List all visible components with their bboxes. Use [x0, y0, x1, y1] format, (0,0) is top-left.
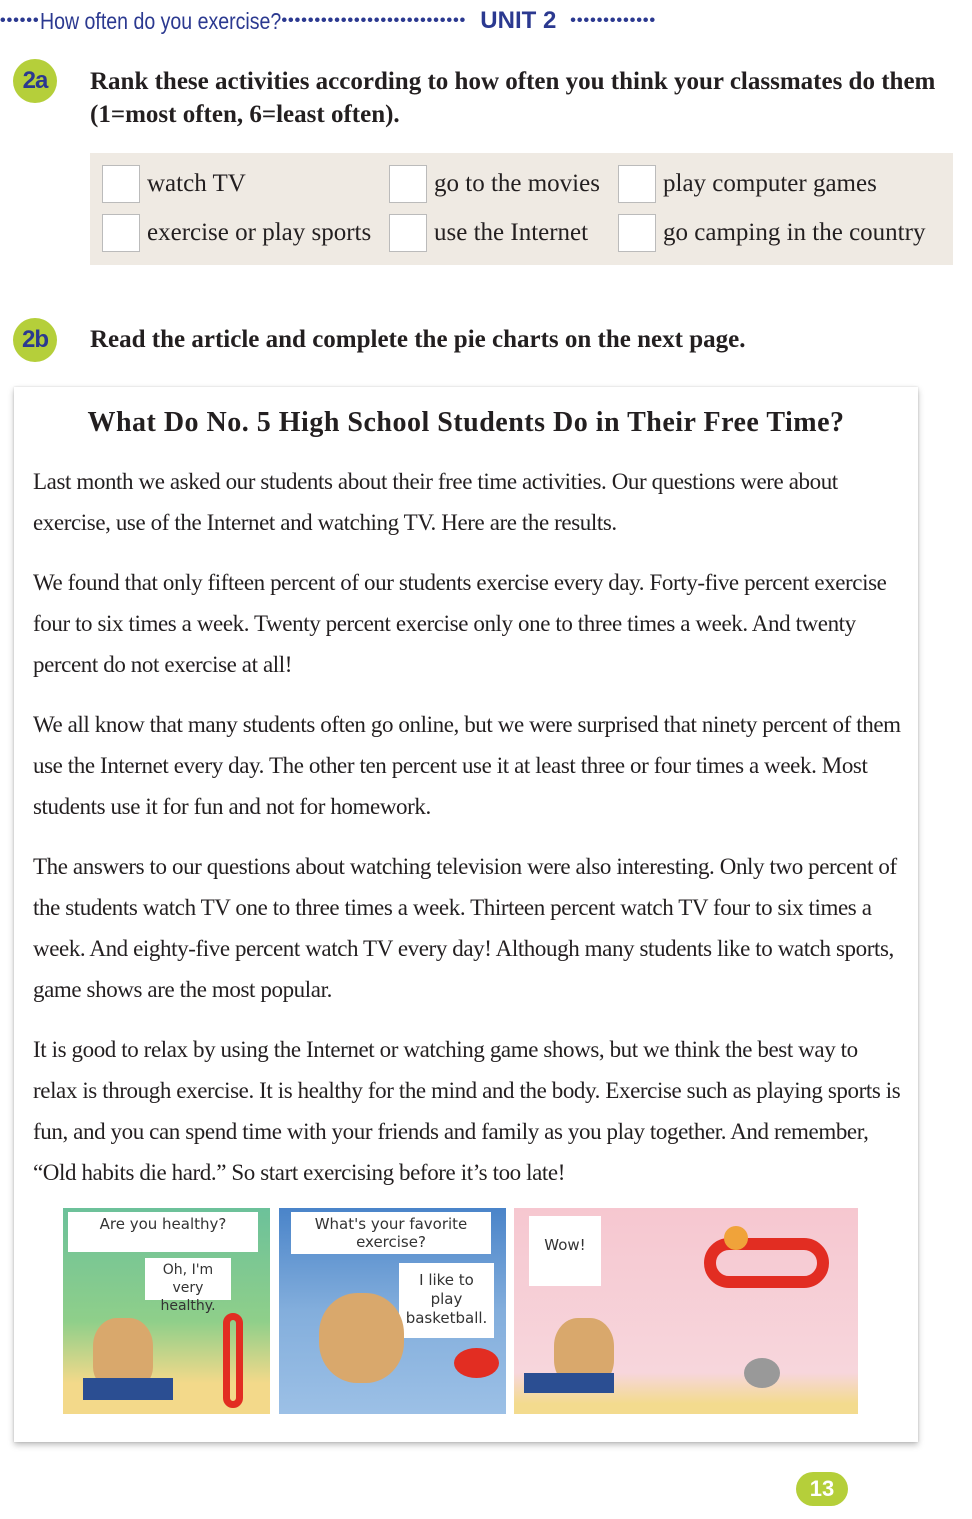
comic-panel-1: [63, 1208, 270, 1414]
instruction-2b: Read the article and complete the pie charts on the next page.: [90, 326, 746, 353]
speech-bubble: Oh, I'm very healthy.: [145, 1258, 231, 1300]
speech-bubble: Are you healthy?: [68, 1212, 258, 1252]
dot-rule: ••••••••••••••••••••••••••••: [281, 12, 467, 29]
instruction-2a: Rank these activities according to how often you think your classmates do them (1=most often, 6=least often).: [90, 68, 936, 128]
paragraph: Last month we asked our students about their free time activities. Our questions were about exercise, use of the Internet and watching TV. Here are the results.: [33, 469, 838, 535]
treadmill-illustration: [524, 1373, 614, 1393]
rank-input[interactable]: [618, 214, 656, 252]
page-header: [0, 4, 972, 38]
basketball-illustration: [724, 1226, 748, 1250]
rank-input[interactable]: [389, 165, 427, 203]
exercise-badge-2a: 2a: [13, 59, 57, 103]
rank-input[interactable]: [102, 165, 140, 203]
rank-item: go camping in the country: [618, 214, 925, 252]
speech-bubble: Wow!: [529, 1216, 601, 1286]
paragraph: We all know that many students often go online, but we were surprised that ninety percent of them use the Internet every day. The other ten percent use it at least three or four times a week. Most students use it for fun and not for homework.: [33, 712, 901, 819]
exercise-badge-2b: 2b: [13, 318, 57, 362]
page-number: 13: [796, 1472, 848, 1506]
comic-panel-2: [279, 1208, 506, 1414]
paragraph: The answers to our questions about watching television were also interesting. Only two percent of the students watch TV one to three times a week. Thirteen percent watch TV four to six times a week. And eighty-five percent watch TV every day! Although many students like to watch sports, game shows are the most popular.: [33, 854, 897, 1002]
paragraph: We found that only fifteen percent of our students exercise every day. Forty-five percent exercise four to six times a week. Twenty percent exercise only one to three times a week. And twenty percent do not exercise at all!: [33, 570, 887, 677]
dot-rule: •••••••••••••: [570, 12, 657, 29]
dot-rule: ••••••: [0, 12, 40, 29]
unit-label: UNIT 2: [480, 7, 557, 34]
snake-illustration: [454, 1348, 499, 1378]
rank-input[interactable]: [618, 165, 656, 203]
rank-item: go to the movies: [389, 165, 600, 203]
rank-input[interactable]: [102, 214, 140, 252]
unit-topic: How often do you exercise?: [39, 7, 281, 34]
speech-bubble: What's your favorite exercise?: [291, 1212, 491, 1254]
rank-item: watch TV: [102, 165, 246, 203]
rank-input[interactable]: [389, 214, 427, 252]
article-body: [33, 461, 903, 1212]
ranking-box: [90, 153, 953, 265]
article-title: What Do No. 5 High School Students Do in Their Free Time?: [87, 407, 845, 438]
snake-illustration: [223, 1313, 243, 1408]
rank-item: use the Internet: [389, 214, 588, 252]
comic-panel-3: [514, 1208, 858, 1414]
squirrel-illustration: [319, 1293, 404, 1383]
snake-illustration: [704, 1238, 829, 1288]
rank-item: exercise or play sports: [102, 214, 371, 252]
rank-item: play computer games: [618, 165, 877, 203]
speech-bubble: I like to play basketball.: [399, 1263, 494, 1338]
mouse-illustration: [744, 1358, 780, 1388]
treadmill-illustration: [83, 1378, 173, 1400]
paragraph: It is good to relax by using the Internet or watching game shows, but we think the best way to relax is through exercise. It is healthy for the mind and the body. Exercise such as playing sports is fun, and you can spend time with your friends and family as you play together. And remember, “Old habits die hard.” So start exercising before it’s too late!: [33, 1037, 901, 1185]
